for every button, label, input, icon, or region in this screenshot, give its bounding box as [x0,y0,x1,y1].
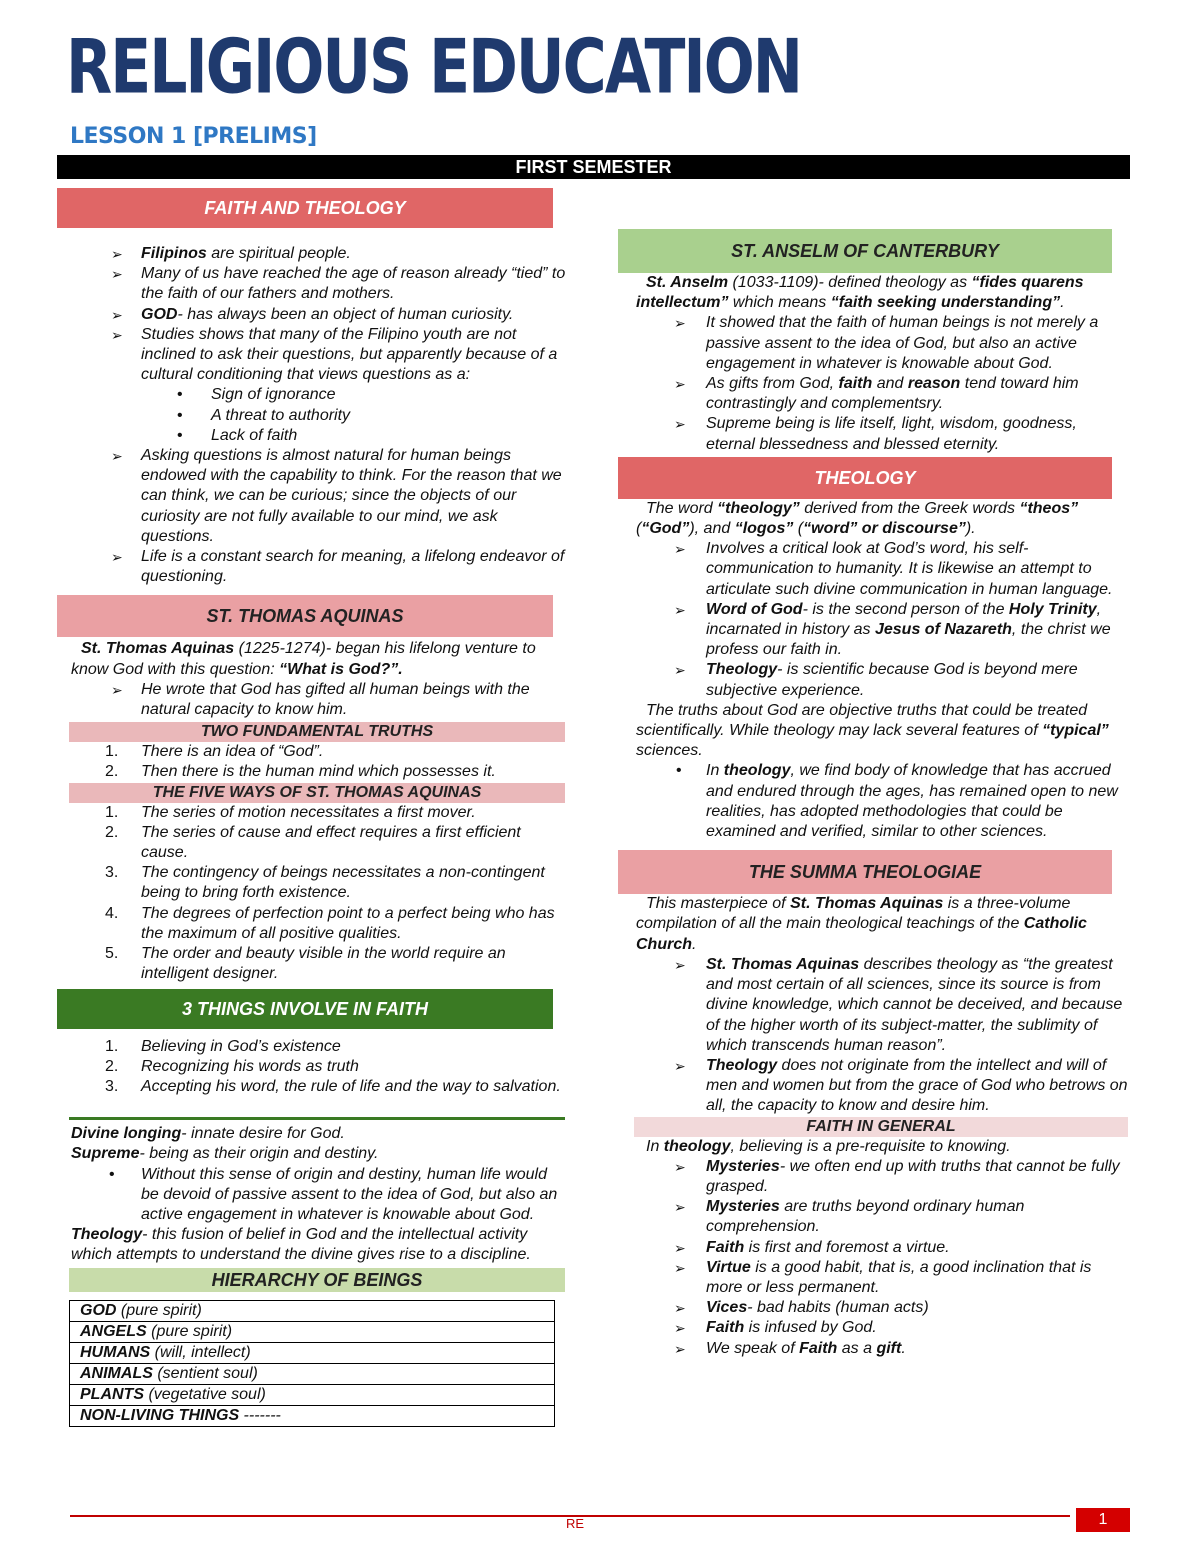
list-item: ➢ Many of us have reached the age of reason already “tied” to the faith of our fathers and mothers. [57,264,567,304]
list-item: ➢ Faith is infused by God. [618,1318,1130,1338]
sub-list-item: • Sign of ignorance [57,385,567,405]
table-row: ANIMALS (sentient soul) [70,1364,554,1385]
list-item: 1. The series of motion necessitates a first mover. [105,803,476,821]
anselm-list [618,313,1130,454]
section-heading-hierarchy: HIERARCHY OF BEINGS [69,1268,565,1292]
anselm-intro: St. Anselm (1033-1109)- defined theology as “fides quarens intellectum” which means “faith seeking understanding”. [636,274,1084,312]
section-heading-anselm: ST. ANSELM OF CANTERBURY [618,229,1112,273]
list-item: ➢ Asking questions is almost natural for human beings endowed with the capability to think. For the reason that we can think, we can be curious; since the objects of our curiosity are not fully available to our mind, we ask questions. [57,446,567,547]
list-item: ➢ Studies shows that many of the Filipino youth are not inclined to ask their questions, but apparently because of a cultural conditioning that views questions as a: • Sign of ignorance • A threat to authority • Lack of faith [57,325,567,446]
aquinas-intro: St. Thomas Aquinas (1225-1274)- began his lifelong venture to know God with this question: “What is God?”. [71,640,536,678]
list-item: ➢ It showed that the faith of human beings is not merely a passive assent to the idea of God, but also an active engagement in whatever is knowable about God. [618,313,1130,374]
list-item: 3. Accepting his word, the rule of life and the way to salvation. [105,1077,561,1095]
list-item: ➢ Life is a constant search for meaning, a lifelong endeavor of questioning. [57,547,567,587]
theology-dot-list [618,761,1130,842]
list-item: 1. Believing in God’s existence [105,1037,341,1055]
list-item: ➢ GOD- has always been an object of human curiosity. [57,305,567,325]
right-column [618,229,1130,1359]
sub-list-item: • Lack of faith [57,426,567,446]
hierarchy-table [69,1300,555,1427]
sub-list [57,385,567,446]
list-item: ➢ Theology- is scientific because God is beyond mere subjective experience. [618,660,1130,700]
list-item: ➢ Mysteries- we often end up with truths that cannot be fully grasped. [618,1157,1130,1197]
list-item: ➢ St. Thomas Aquinas describes theology as “the greatest and most certain of all sciences, since its source is from divine knowledge, which cannot be deceived, and because of the higher worth of its subject-matter, the sublimity of which transcends human reason”. [618,955,1130,1056]
theology-list [618,539,1130,701]
list-item: 3. The contingency of beings necessitates a non-contingent being to bring forth existence. [105,864,545,902]
theology-intro: The word “theology” derived from the Greek words “theos” (“God”), and “logos” (“word” or discourse”). [636,499,1079,538]
list-item: ➢ Mysteries are truths beyond ordinary human comprehension. [618,1197,1130,1237]
section-heading-summa: THE SUMMA THEOLOGIAE [618,850,1112,894]
divider [69,1117,565,1120]
list-item: ➢ Filipinos are spiritual people. [57,244,567,264]
list-item: 5. The order and beauty visible in the world require an intelligent designer. [105,945,506,983]
list-item: ➢ Virtue is a good habit, that is, a good inclination that is more or less permanent. [618,1258,1130,1298]
divine-longing-def: Divine longing- innate desire for God. [71,1125,345,1143]
five-ways-list [57,803,567,985]
table-row: ANGELS (pure spirit) [70,1322,554,1343]
list-item: ➢ Faith is first and foremost a virtue. [618,1238,1130,1258]
lesson-subtitle: LESSON 1 [PRELIMS] [70,124,317,149]
semester-banner: FIRST SEMESTER [57,155,1130,179]
section-heading-three-things: 3 THINGS INVOLVE IN FAITH [57,989,553,1029]
list-item: ➢ Word of God- is the second person of the Holy Trinity, incarnated in history as Jesus of Nazareth, the christ we profess our faith in. [618,600,1130,661]
list-item: ➢ Vices- bad habits (human acts) [618,1298,1130,1318]
list-item: 4. The degrees of perfection point to a perfect being who has the maximum of all positive qualities. [105,904,555,942]
faith-theology-list [57,244,567,587]
list-item: ➢ We speak of Faith as a gift. [618,1339,1130,1359]
subheading-faith-general: FAITH IN GENERAL [634,1117,1128,1137]
list-item: ➢ As gifts from God, faith and reason tend toward him contrastingly and complementsry. [618,374,1130,414]
page-number: 1 [1076,1508,1130,1532]
list-item: • Without this sense of origin and destiny, human life would be devoid of passive assent to the idea of God, but also an active engagement in whatever is knowable about God. [57,1165,567,1226]
table-row: NON-LIVING THINGS ------- [80,1406,281,1424]
left-column [57,188,567,1427]
section-heading-theology: THEOLOGY [618,457,1112,499]
list-item: 2. Recognizing his words as truth [105,1057,359,1075]
list-item: 1. There is an idea of “God”. [105,743,324,761]
summa-intro: This masterpiece of St. Thomas Aquinas is a three-volume compilation of all the main theological teachings of the Catholic Church. [636,895,1087,953]
list-item: 2. The series of cause and effect requires a first efficient cause. [105,823,521,862]
section-heading-aquinas: ST. THOMAS AQUINAS [57,595,553,637]
table-row: PLANTS (vegetative soul) [70,1385,554,1406]
list-item: ➢ He wrote that God has gifted all human beings with the natural capacity to know him. [57,680,567,720]
aquinas-list [57,680,567,720]
sub-list-item: • A threat to authority [57,406,567,426]
theology-paragraph: The truths about God are objective truths that could be treated scientifically. While theology may lack several features of “typical” sciences. [636,701,1109,760]
section-heading-faith-theology: FAITH AND THEOLOGY [57,188,553,228]
list-item: • In theology, we find body of knowledge that has accrued and endured through the ages, has remained open to new realities, has adopted methodologies that could be examined and verified, similar to other sciences. [618,761,1130,842]
two-truths-list [57,742,567,782]
list-item: ➢ Theology does not originate from the intellect and will of men and women but from the grace of God who betrows on all, the capacity to know and desire him. [618,1056,1130,1117]
footer-label: RE [566,1516,585,1531]
list-item: 2. Then there is the human mind which possesses it. [105,763,496,781]
defs-list [57,1165,567,1226]
faith-general-list [618,1157,1130,1359]
list-item: ➢ Involves a critical look at God’s word, his self-communication to humanity. It is likewise an attempt to articulate such divine communication in human language. [618,539,1130,600]
list-item: ➢ Supreme being is life itself, light, wisdom, goodness, eternal blessedness and blessed eternity. [618,414,1130,454]
summa-list [618,955,1130,1117]
supreme-def: Supreme- being as their origin and destiny. [71,1145,379,1163]
faith-general-intro: In theology, believing is a pre-requisite to knowing. [646,1137,1011,1155]
three-things-list [57,1037,567,1098]
table-row: GOD (pure spirit) [70,1301,554,1322]
document-title: RELIGIOUS EDUCATION [66,23,801,112]
table-row: HUMANS (will, intellect) [70,1343,554,1364]
subheading-two-truths: TWO FUNDAMENTAL TRUTHS [69,722,565,742]
theology-def: Theology- this fusion of belief in God and the intellectual activity which attempts to understand the divine gives rise to a discipline. [71,1226,531,1264]
subheading-five-ways: THE FIVE WAYS OF ST. THOMAS AQUINAS [69,783,565,803]
